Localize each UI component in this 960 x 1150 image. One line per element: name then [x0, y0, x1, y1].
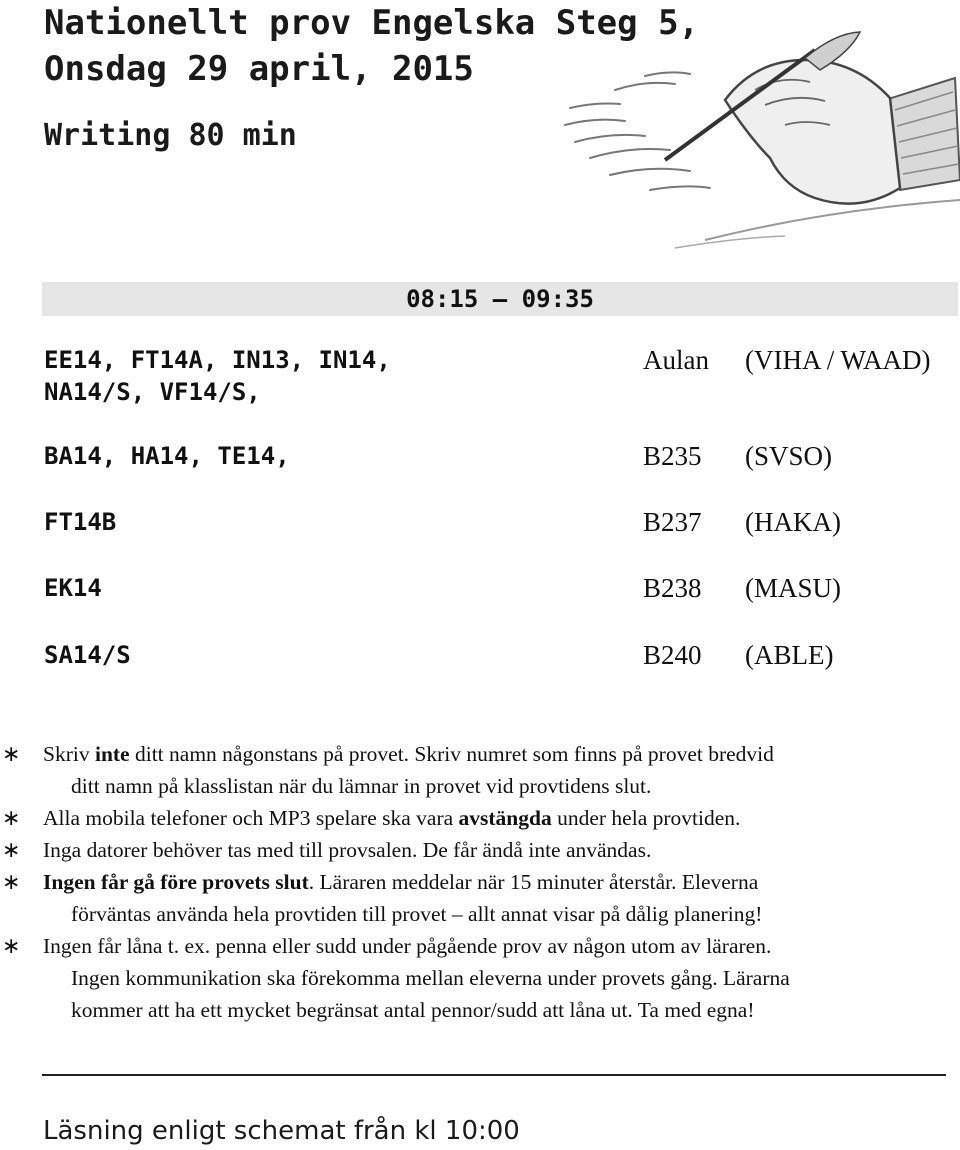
title-line-1: Nationellt prov Engelska Steg 5,	[44, 3, 700, 43]
teacher-codes: (VIHA / WAAD)	[745, 345, 931, 375]
room: Aulan	[643, 345, 709, 375]
rule-text: Ingen kommunikation ska förekomma mellan eleverna under provets gång. Lärarna	[71, 966, 790, 990]
room: B240	[643, 640, 702, 670]
teacher-codes: (SVSO)	[745, 441, 833, 471]
class-groups-line: EE14, FT14A, IN13, IN14,	[44, 346, 391, 374]
rule-text: ditt namn någonstans på provet. Skriv numret som finns på provet bredvid	[129, 742, 774, 766]
teacher-codes: (HAKA)	[745, 507, 841, 537]
class-groups: EK14	[44, 574, 102, 602]
rule-text: . Läraren meddelar när 15 minuter återstår. Eleverna	[308, 870, 759, 894]
exam-rules-list	[0, 738, 960, 1026]
class-groups	[44, 344, 391, 408]
rule-item	[0, 866, 960, 930]
exam-time: 08:15 – 09:35	[406, 285, 594, 313]
bullet-icon: ∗	[2, 869, 21, 894]
rule-item	[0, 738, 960, 802]
rule-emphasis: inte	[94, 742, 130, 766]
rule-item	[0, 834, 960, 866]
class-groups-line: NA14/S, VF14/S,	[44, 378, 261, 406]
room: B238	[643, 573, 702, 603]
room: B237	[643, 507, 702, 537]
rule-emphasis: Ingen får gå före provets slut	[43, 870, 309, 894]
bullet-icon: ∗	[2, 837, 21, 862]
rule-text: under hela provtiden.	[551, 806, 741, 830]
bullet-icon: ∗	[2, 805, 21, 830]
class-groups: FT14B	[44, 508, 117, 536]
rule-text: Ingen får låna t. ex. penna eller sudd under pågående prov av någon utom av läraren.	[43, 934, 772, 958]
page-subtitle: Writing 80 min	[44, 118, 297, 153]
rule-text: Alla mobila telefoner och MP3 spelare ska vara	[43, 806, 459, 830]
rule-item	[0, 930, 960, 1026]
divider	[42, 1074, 946, 1076]
footer-note: Läsning enligt schemat från kl 10:00	[43, 1116, 520, 1146]
bullet-icon: ∗	[2, 933, 21, 958]
rule-text: Inga datorer behöver tas med till provsalen. De får ändå inte användas.	[43, 838, 652, 862]
rule-text: kommer att ha ett mycket begränsat antal pennor/sudd att låna ut. Ta med egna!	[71, 998, 755, 1022]
teacher-codes: (ABLE)	[745, 640, 834, 670]
rule-item	[0, 802, 960, 834]
room: B235	[643, 441, 702, 471]
rule-emphasis: avstängda	[458, 806, 552, 830]
hand-writing-quill-icon	[555, 30, 960, 250]
rule-text: förväntas använda hela provtiden till provet – allt annat visar på dålig planering!	[71, 902, 763, 926]
class-groups: SA14/S	[44, 641, 131, 669]
time-bar	[42, 282, 958, 316]
title-line-2: Onsdag 29 april, 2015	[44, 49, 474, 89]
rule-text: Skriv	[43, 742, 95, 766]
class-groups: BA14, HA14, TE14,	[44, 442, 290, 470]
bullet-icon: ∗	[2, 741, 21, 766]
rule-text: ditt namn på klasslistan när du lämnar in provet vid provtidens slut.	[71, 774, 652, 798]
teacher-codes: (MASU)	[745, 573, 842, 603]
